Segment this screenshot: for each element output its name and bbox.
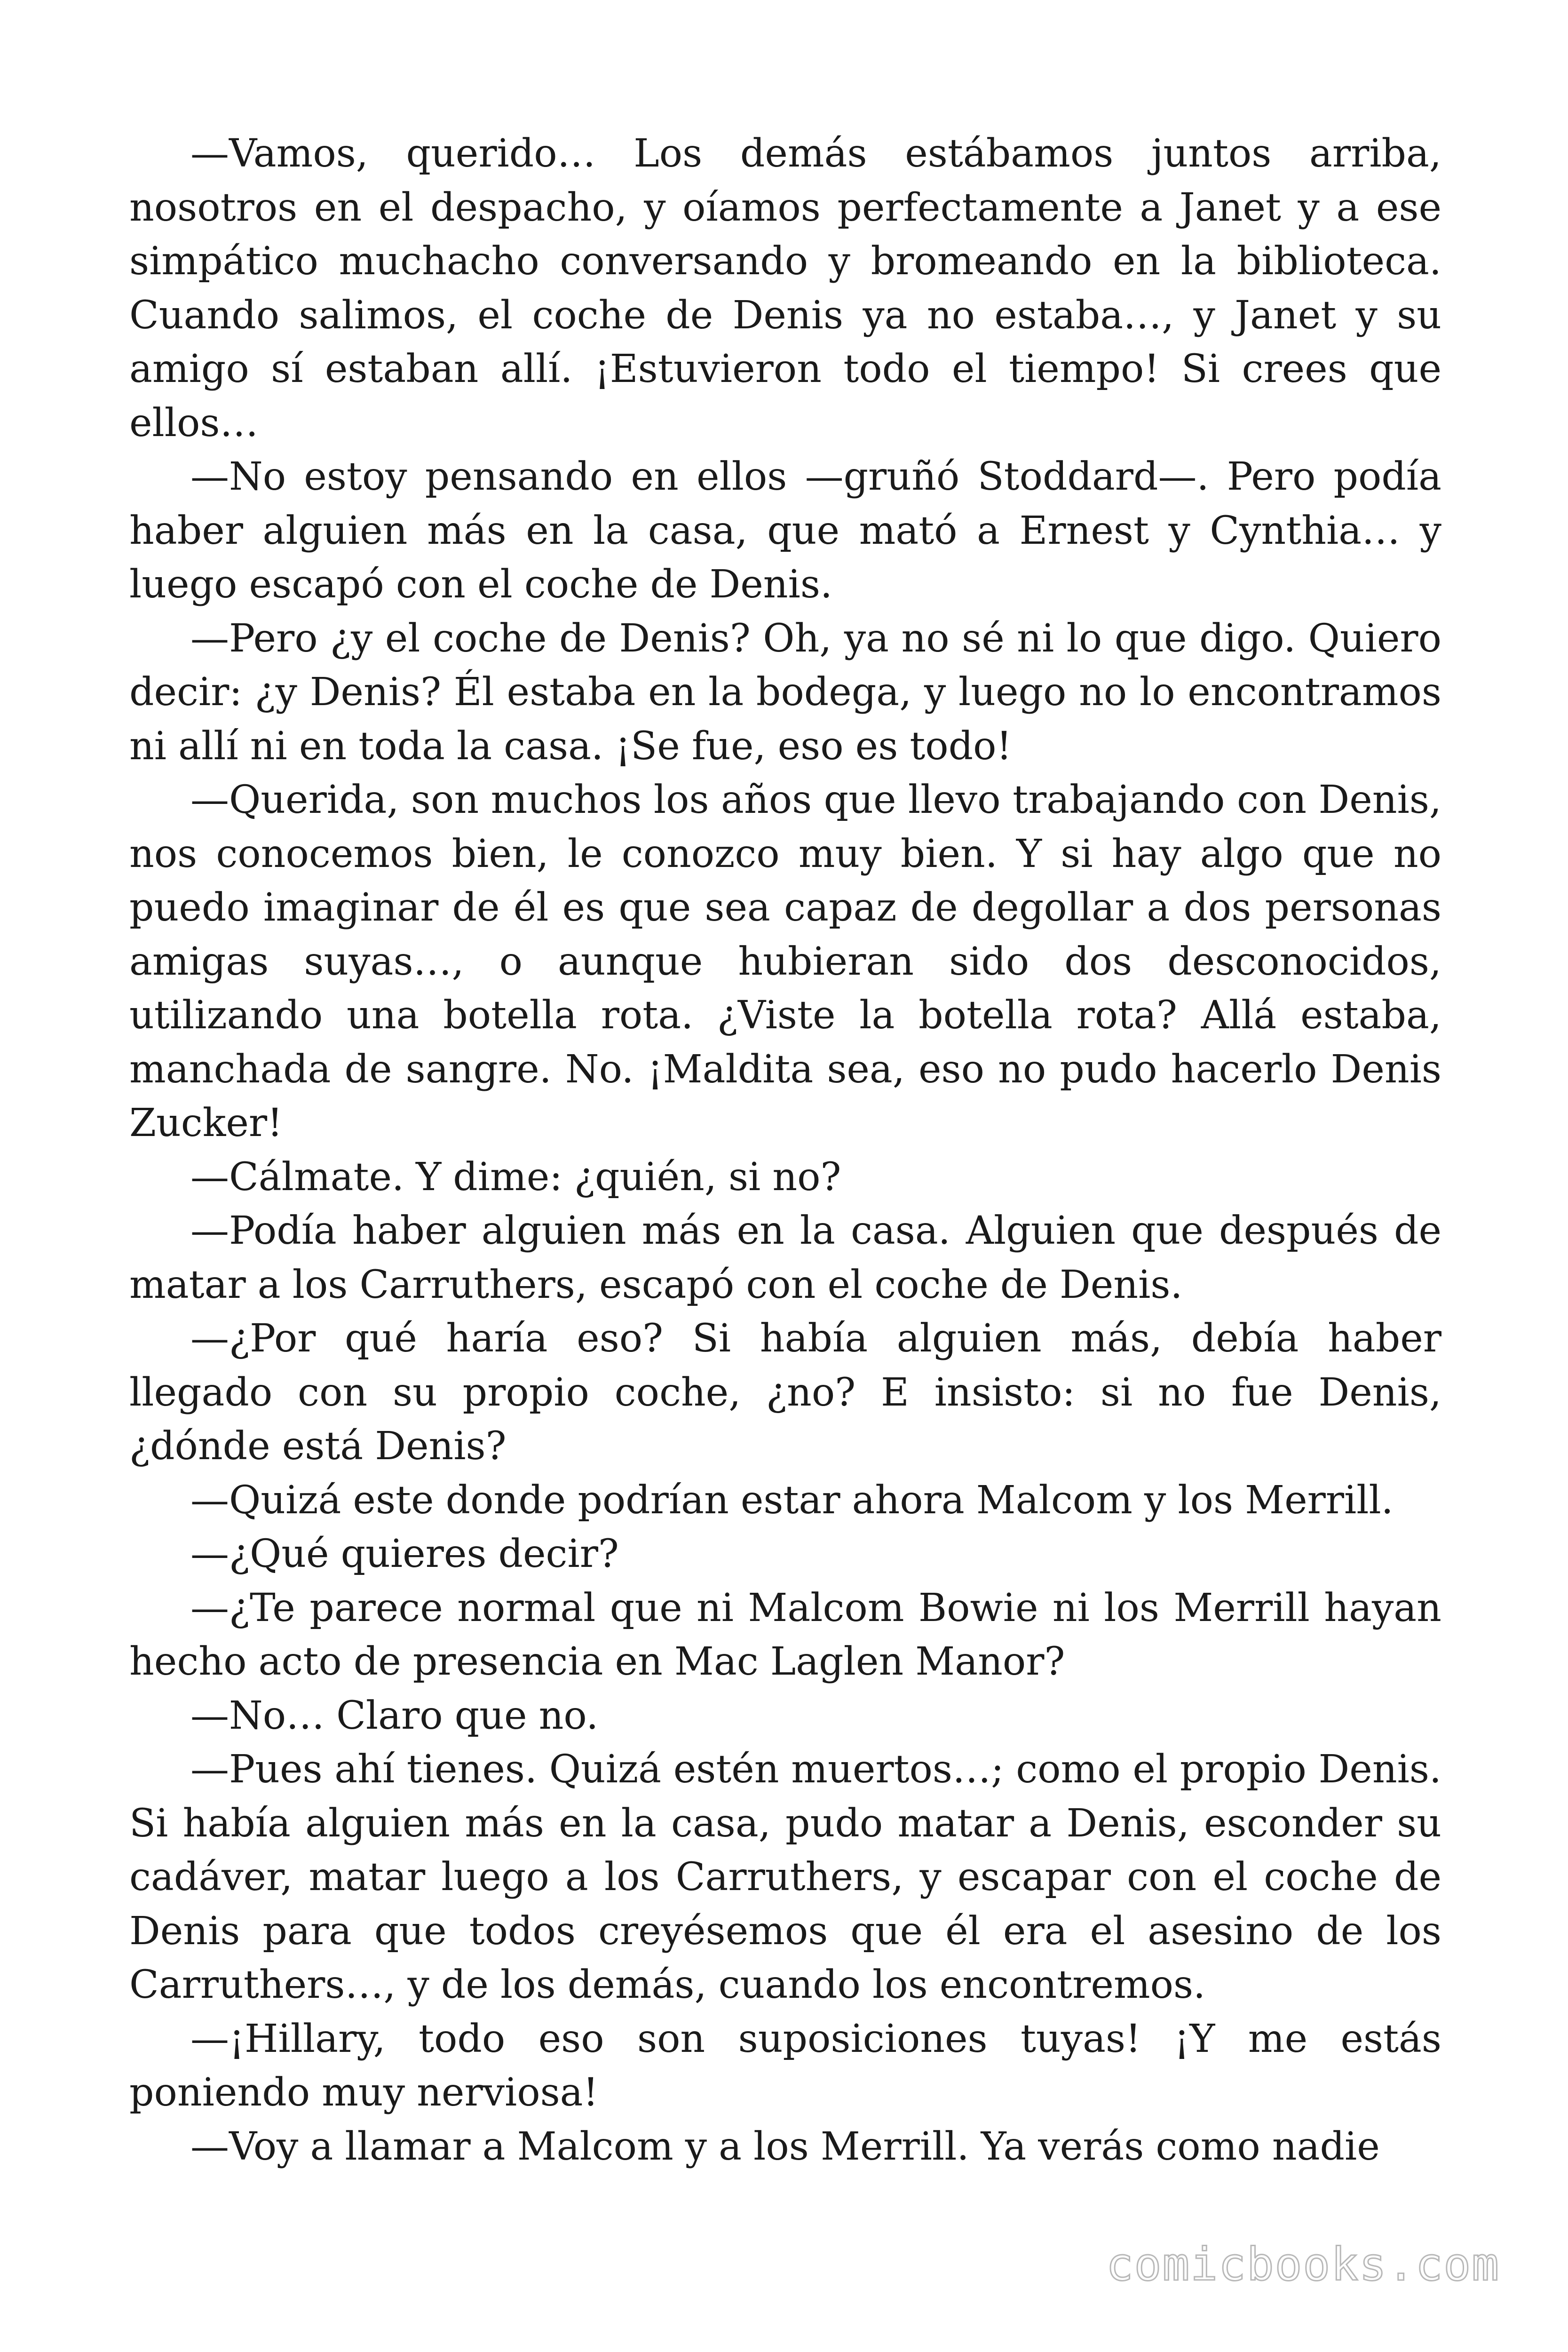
- paragraph: —No estoy pensando en ellos —gruñó Stoddard—. Pero podía haber alguien más en la casa, que mató a Ernest y Cynthia… y luego escapó con el coche de Denis.: [129, 454, 1441, 607]
- paragraph: —Voy a llamar a Malcom y a los Merrill. Ya verás como nadie: [190, 2124, 1380, 2169]
- paragraph: —Quizá este donde podrían estar ahora Malcom y los Merrill.: [190, 1478, 1394, 1523]
- paragraph: —Pero ¿y el coche de Denis? Oh, ya no sé ni lo que digo. Quiero decir: ¿y Denis? Él estaba en la bodega, y luego no lo encontramos ni allí ni en toda la casa. ¡Se fue, eso es todo!: [129, 616, 1441, 769]
- paragraph: —Vamos, querido… Los demás estábamos juntos arriba, nosotros en el despacho, y oíamos perfectamente a Janet y a ese simpático muchacho conversando y bromeando en la biblioteca. Cuando salimos, el coche de Denis ya no estaba…, y Janet y su amigo sí estaban allí. ¡Estuvieron todo el tiempo! Si crees que ellos…: [129, 131, 1441, 445]
- paragraph: —Cálmate. Y dime: ¿quién, si no?: [190, 1154, 841, 1200]
- paragraph: —¿Por qué haría eso? Si había alguien más, debía haber llegado con su propio coche, ¿no? E insisto: si no fue Denis, ¿dónde está Denis?: [129, 1316, 1441, 1469]
- watermark: comicbooks.com: [1106, 2238, 1500, 2291]
- paragraph: —Podía haber alguien más en la casa. Alguien que después de matar a los Carruthers, escapó con el coche de Denis.: [129, 1208, 1441, 1307]
- paragraph: —Querida, son muchos los años que llevo trabajando con Denis, nos conocemos bien, le conozco muy bien. Y si hay algo que no puedo imaginar de él es que sea capaz de degollar a dos personas amigas suyas…, o aunque hubieran sido dos desconocidos, utilizando una botella rota. ¿Viste la botella rota? Allá estaba, manchada de sangre. No. ¡Maldita sea, eso no pudo hacerlo Denis Zucker!: [129, 778, 1441, 1145]
- paragraph: —¿Te parece normal que ni Malcom Bowie ni los Merrill hayan hecho acto de presencia en Mac Laglen Manor?: [129, 1585, 1441, 1684]
- paragraph: —¿Qué quieres decir?: [190, 1532, 619, 1576]
- paragraph: —¡Hillary, todo eso son suposiciones tuyas! ¡Y me estás poniendo muy nerviosa!: [129, 2016, 1441, 2115]
- paragraph: —No… Claro que no.: [190, 1693, 599, 1738]
- paragraph: —Pues ahí tienes. Quizá estén muertos…; como el propio Denis. Si había alguien más en la casa, pudo matar a Denis, esconder su cadáver, matar luego a los Carruthers, y escapar con el coche de Denis para que todos creyésemos que él era el asesino de los Carruthers…, y de los demás, cuando los encontremos.: [129, 1747, 1441, 2007]
- page-body: [129, 127, 1441, 2173]
